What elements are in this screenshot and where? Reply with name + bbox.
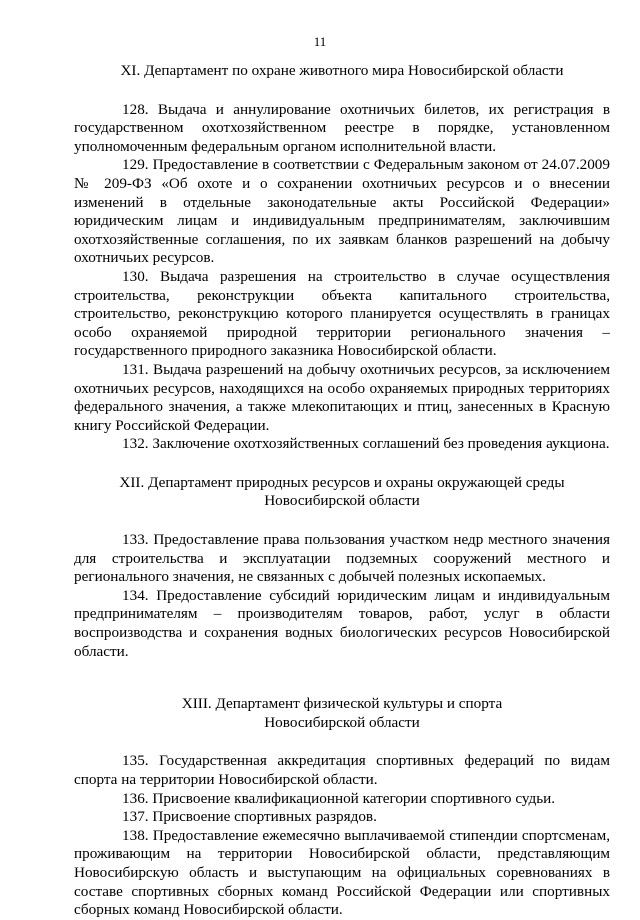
section-title-xii-line2: Новосибирской области [264, 492, 420, 510]
section-title-xiii-line2: Новосибирской области [264, 713, 420, 731]
page-number: 11 [313, 34, 327, 49]
section-title-xii [74, 474, 610, 511]
list-item-137: 137. Присвоение спортивных разрядов. [122, 808, 377, 826]
list-item-130: 130. Выдача разрешения на строительство в случае осуществления строительства, реконструкции объекта капитального строительства, строительство, реконструкцию которого планируется осуществлять в границах особо охраняемой природной территории регионального значения – государственного природного заказника Новосибирской области. [74, 267, 610, 360]
section-title-xii-line1: XII. Департамент природных ресурсов и охраны окружающей среды [119, 473, 565, 491]
list-item-138: 138. Предоставление ежемесячно выплачиваемой стипендии спортсменам, проживающим на территории Новосибирской области, представляющим Новосибирскую область и выступающим на официальных соревнованиях в составе спортивных сборных команд Российской Федерации или спортивных сборных команд Новосибирской области. [74, 826, 610, 919]
list-item-131: 131. Выдача разрешений на добычу охотничьих ресурсов, за исключением охотничьих ресурсов, находящихся на особо охраняемых природных территориях федерального значения, а также млекопитающих и птиц, занесенных в Красную книгу Российской Федерации. [74, 360, 610, 434]
list-item-129: 129. Предоставление в соответствии с Федеральным законом от 24.07.2009 № 209-ФЗ «Об охоте и о сохранении охотничьих ресурсов и о внесении изменений в отдельные законодательные акты Российской Федерации» юридическим лицам и индивидуальным предпринимателям, заключившим охотхозяйственные соглашения, по их заявкам бланков разрешений на добычу охотничьих ресурсов. [74, 156, 610, 267]
list-item-135: 135. Государственная аккредитация спортивных федераций по видам спорта на территории Новосибирской области. [74, 752, 610, 788]
section-title-xiii [74, 695, 610, 732]
list-item-128: 128. Выдача и аннулирование охотничьих билетов, их регистрация в государственном охотхозяйственном реестре в порядке, установленном уполномоченным федеральным органом исполнительной власти. [74, 100, 610, 155]
section-title-xi: XI. Департамент по охране животного мира Новосибирской области [120, 62, 564, 79]
document-body [74, 62, 610, 920]
list-item-134: 134. Предоставление субсидий юридическим лицам и индивидуальным предпринимателям – производителям товаров, работ, услуг в области воспроизводства и сохранения водных биологических ресурсов Новосибирской области. [74, 586, 610, 660]
list-item-133: 133. Предоставление права пользования участком недр местного значения для строительства и эксплуатации подземных сооружений местного и регионального значения, не связанных с добычей полезных ископаемых. [74, 531, 610, 586]
list-item-132: 132. Заключение охотхозяйственных соглашений без проведения аукциона. [122, 435, 610, 453]
section-title-xiii-line1: XIII. Департамент физической культуры и спорта [181, 695, 503, 713]
list-item-136: 136. Присвоение квалификационной категории спортивного судьи. [122, 789, 556, 807]
